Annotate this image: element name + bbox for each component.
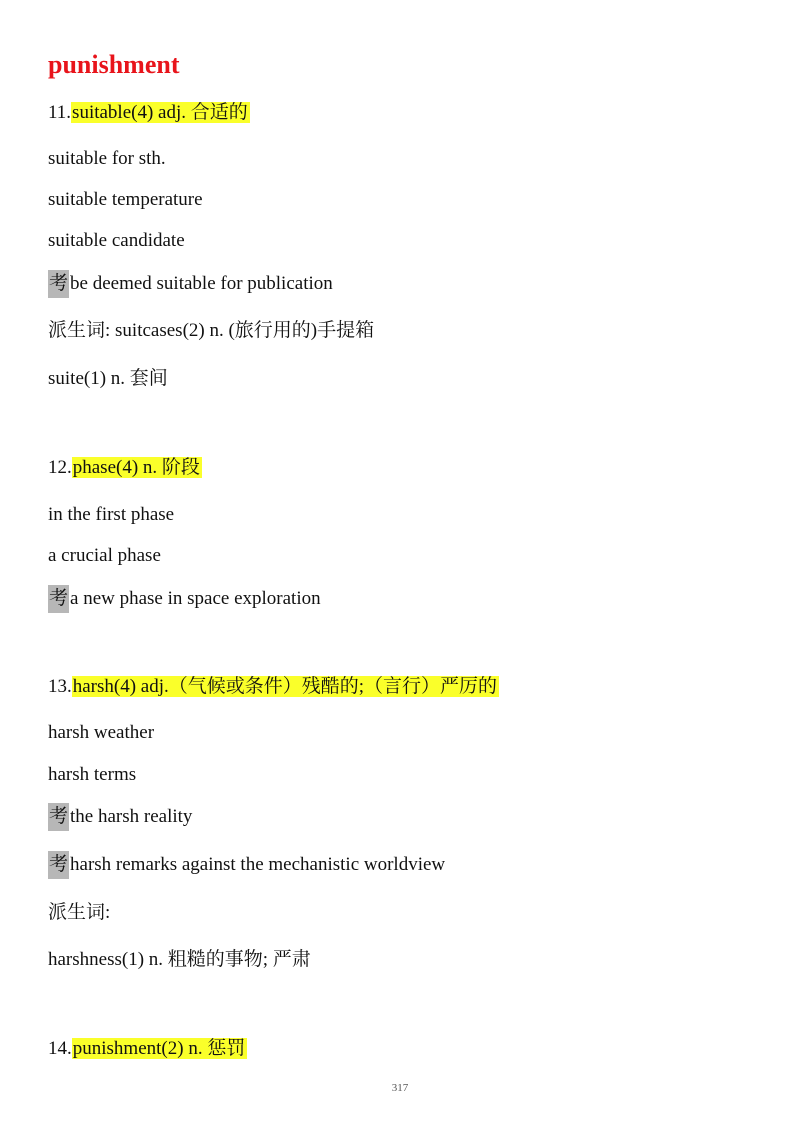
entry-headword-highlight: punishment(2) n. 惩罚: [72, 1038, 246, 1059]
exam-tag: 考: [48, 851, 69, 879]
exam-phrase-line: [48, 270, 333, 298]
exam-phrase-text: be deemed suitable for publication: [70, 273, 333, 294]
derivative-line: harshness(1) n. 粗糙的事物; 严肃: [48, 949, 311, 970]
exam-tag: 考: [48, 803, 69, 831]
exam-tag: 考: [48, 270, 69, 298]
page-header-word: punishment: [48, 50, 180, 79]
entry-number: 14.: [48, 1038, 72, 1059]
entry-headword-highlight: phase(4) n. 阶段: [72, 457, 200, 478]
exam-tag: 考: [48, 585, 69, 613]
derivatives-line: 派生词: suitcases(2) n. (旅行用的)手提箱: [48, 320, 375, 341]
phrase-line: harsh weather: [48, 722, 155, 743]
entry-headword-highlight: harsh(4) adj.（气候或条件）残酷的;（言行）严厉的: [72, 676, 498, 697]
entry-headword-highlight: suitable(4) adj. 合适的: [72, 102, 248, 123]
exam-phrase-text: the harsh reality: [70, 806, 193, 827]
phrase-line: suitable temperature: [48, 189, 203, 210]
exam-phrase-text: harsh remarks against the mechanistic worldview: [70, 854, 446, 875]
phrase-line: a crucial phase: [48, 545, 161, 566]
exam-phrase-line: [48, 803, 192, 831]
entry-number: 13.: [48, 676, 72, 697]
page-number: 317: [391, 1082, 409, 1094]
entry-heading: [48, 1036, 247, 1062]
entry-number: 12.: [48, 457, 72, 478]
derivative-line: suite(1) n. 套间: [48, 368, 168, 389]
entry-heading: [48, 674, 499, 700]
phrase-line: suitable candidate: [48, 230, 185, 251]
exam-phrase-line: [48, 585, 321, 613]
entry-heading: [48, 455, 202, 481]
exam-phrase-line: [48, 851, 445, 879]
phrase-line: suitable for sth.: [48, 148, 166, 169]
derivatives-label: 派生词:: [48, 902, 111, 923]
entry-number: 11.: [48, 102, 72, 123]
phrase-line: in the first phase: [48, 504, 175, 525]
exam-phrase-text: a new phase in space exploration: [70, 588, 321, 609]
phrase-line: harsh terms: [48, 764, 137, 785]
entry-heading: [48, 100, 250, 126]
